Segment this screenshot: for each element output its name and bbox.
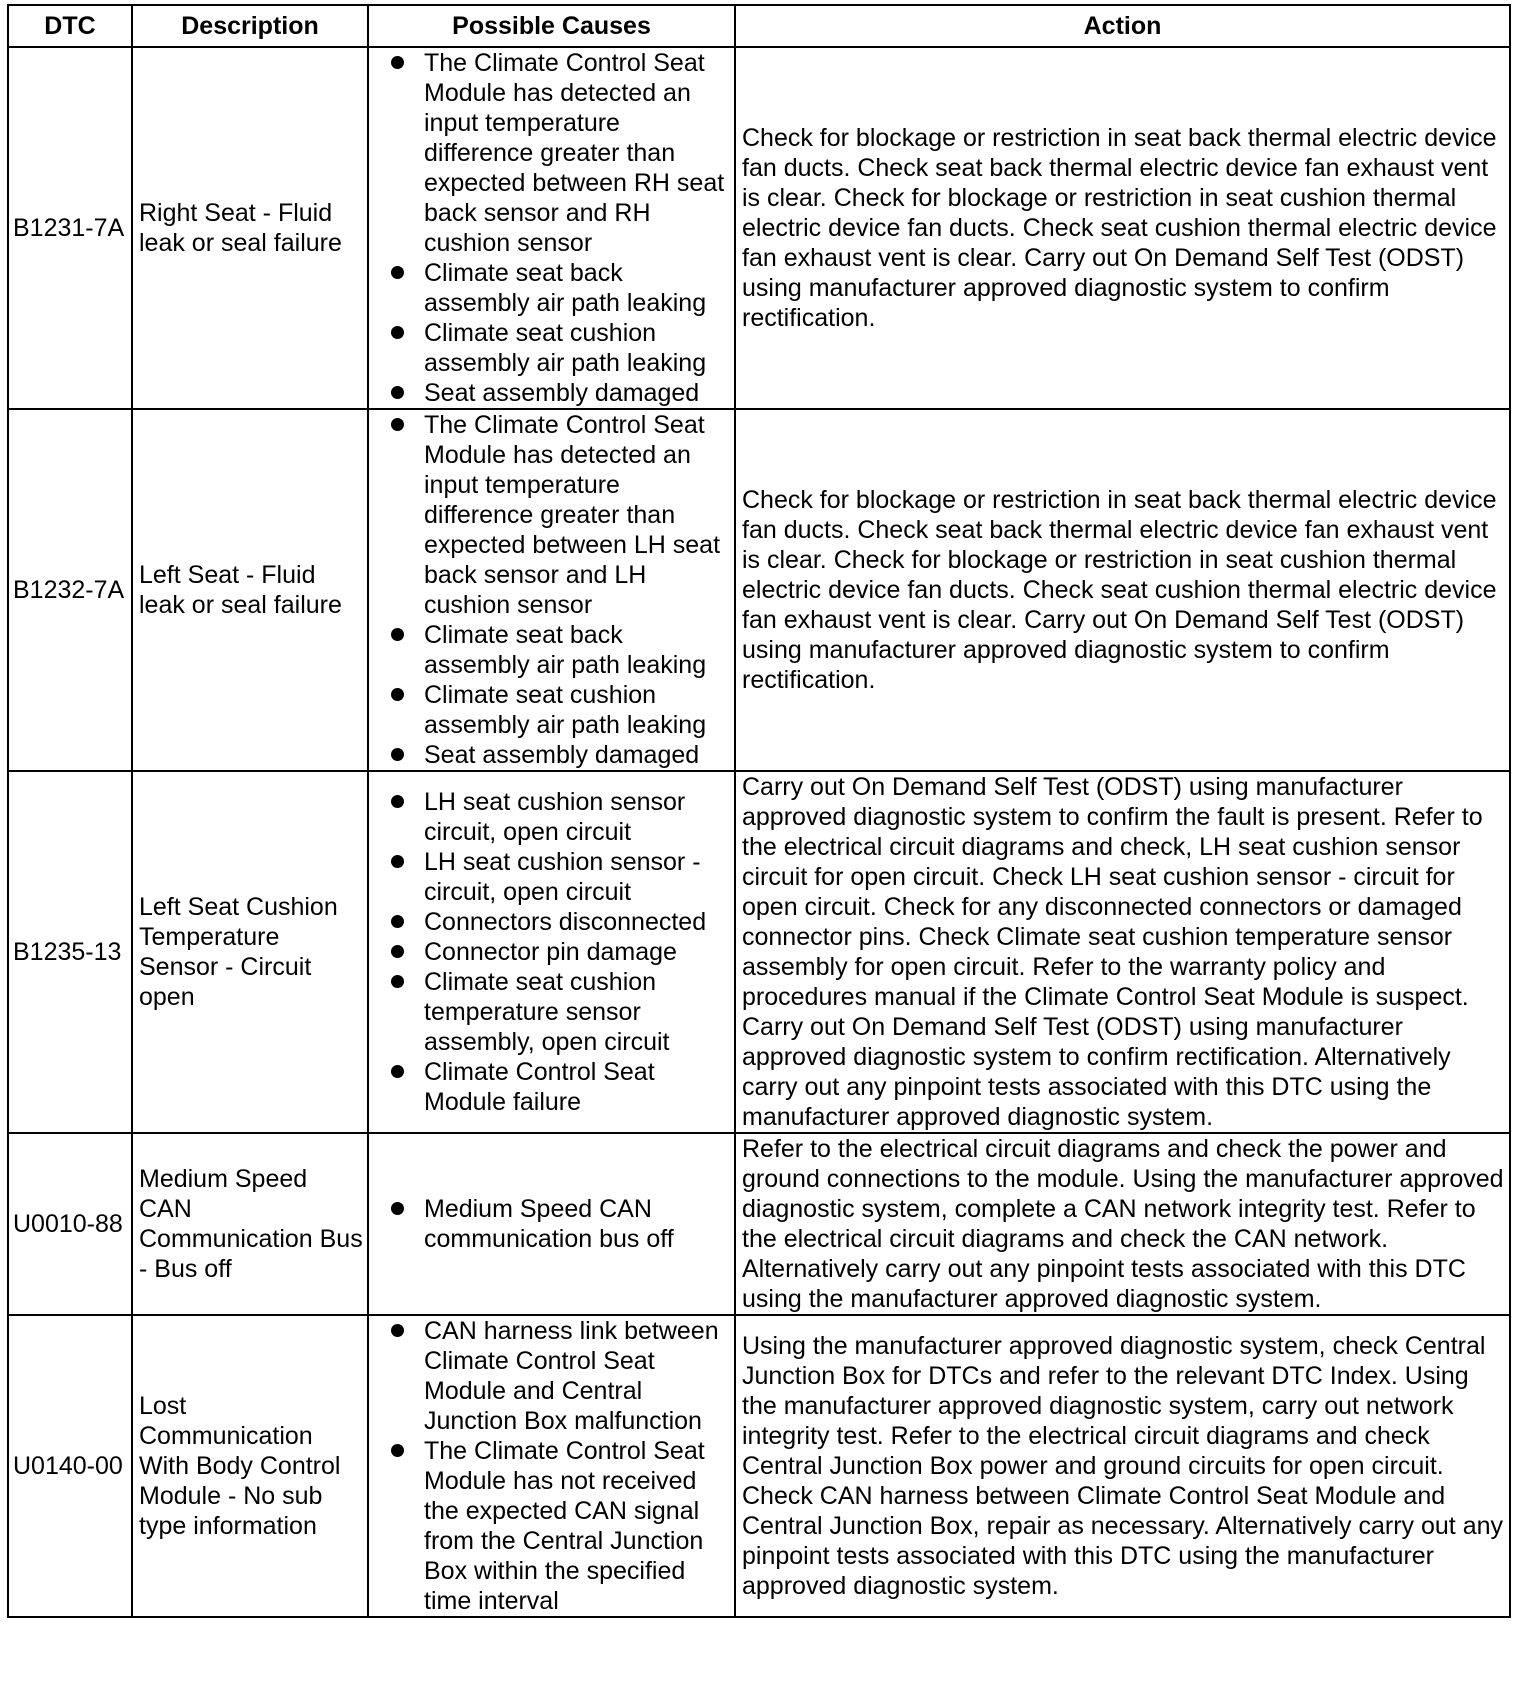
cause-item xyxy=(389,680,730,740)
dtc-description: Left Seat Cushion Temperature Sensor - Circuit open xyxy=(132,771,368,1133)
dtc-code: B1235-13 xyxy=(8,771,132,1133)
cause-item xyxy=(389,1316,730,1436)
cause-text: Medium Speed CAN communication bus off xyxy=(424,1195,674,1253)
bullet-icon xyxy=(391,1324,404,1337)
cause-text: Climate seat back assembly air path leaking xyxy=(424,259,707,317)
bullet-icon xyxy=(391,748,404,761)
bullet-icon xyxy=(391,266,404,279)
cause-list xyxy=(389,48,730,408)
bullet-icon xyxy=(391,855,404,868)
dtc-code: B1231-7A xyxy=(8,47,132,409)
cause-text: Climate seat cushion temperature sensor assembly, open circuit xyxy=(424,968,670,1056)
table-row xyxy=(8,47,1510,409)
bullet-icon xyxy=(391,56,404,69)
table-row xyxy=(8,409,1510,771)
cause-text: Climate seat cushion assembly air path leaking xyxy=(424,319,707,377)
cause-text: Connector pin damage xyxy=(424,938,677,966)
cause-text: The Climate Control Seat Module has detected an input temperature difference greater than expected between LH seat back sensor and LH cushion sensor xyxy=(424,411,721,619)
possible-causes xyxy=(368,771,735,1133)
bullet-icon xyxy=(391,688,404,701)
header-dtc: DTC xyxy=(8,5,132,47)
bullet-icon xyxy=(391,628,404,641)
dtc-action: Carry out On Demand Self Test (ODST) using manufacturer approved diagnostic system to confirm the fault is present. Refer to the electrical circuit diagrams and check, LH seat cushion sensor circuit for open circuit. Check LH seat cushion sensor - circuit for open circuit. Check for any disconnected connectors or damaged connector pins. Check Climate seat cushion temperature sensor assembly for open circuit. Refer to the warranty policy and procedures manual if the Climate Control Seat Module is suspect. Carry out On Demand Self Test (ODST) using manufacturer approved diagnostic system to confirm rectification. Alternatively carry out any pinpoint tests associated with this DTC using the manufacturer approved diagnostic system. xyxy=(735,771,1510,1133)
possible-causes xyxy=(368,1133,735,1315)
dtc-description: Medium Speed CAN Communication Bus - Bus off xyxy=(132,1133,368,1315)
header-row xyxy=(8,5,1510,47)
possible-causes xyxy=(368,47,735,409)
cause-text: The Climate Control Seat Module has not received the expected CAN signal from the Central Junction Box within the specified time interval xyxy=(424,1437,705,1615)
bullet-icon xyxy=(391,1065,404,1078)
dtc-description: Lost Communication With Body Control Module - No sub type information xyxy=(132,1315,368,1617)
dtc-action: Check for blockage or restriction in seat back thermal electric device fan ducts. Check seat back thermal electric device fan exhaust vent is clear. Check for blockage or restriction in seat cushion thermal electric device fan ducts. Check seat cushion thermal electric device fan exhaust vent is clear. Carry out On Demand Self Test (ODST) using manufacturer approved diagnostic system to confirm rectification. xyxy=(735,409,1510,771)
bullet-icon xyxy=(391,326,404,339)
dtc-code: B1232-7A xyxy=(8,409,132,771)
dtc-code: U0140-00 xyxy=(8,1315,132,1617)
cause-item xyxy=(389,937,730,967)
cause-text: Seat assembly damaged xyxy=(424,379,700,407)
cause-item xyxy=(389,847,730,907)
cause-text: Connectors disconnected xyxy=(424,908,707,936)
cause-list xyxy=(389,1316,730,1616)
cause-item xyxy=(389,318,730,378)
bullet-icon xyxy=(391,418,404,431)
cause-item xyxy=(389,1436,730,1616)
cause-item xyxy=(389,258,730,318)
header-description: Description xyxy=(132,5,368,47)
cause-item xyxy=(389,907,730,937)
cause-text: LH seat cushion sensor - circuit, open circuit xyxy=(424,848,701,906)
cause-item xyxy=(389,48,730,258)
table-row xyxy=(8,1133,1510,1315)
cause-text: Climate seat cushion assembly air path leaking xyxy=(424,681,707,739)
dtc-description: Left Seat - Fluid leak or seal failure xyxy=(132,409,368,771)
cause-item xyxy=(389,620,730,680)
cause-list xyxy=(389,1194,730,1254)
cause-item xyxy=(389,1057,730,1117)
cause-text: LH seat cushion sensor circuit, open circuit xyxy=(424,788,686,846)
cause-list xyxy=(389,410,730,770)
cause-item xyxy=(389,787,730,847)
dtc-table xyxy=(7,4,1511,1618)
table-row xyxy=(8,771,1510,1133)
header-action: Action xyxy=(735,5,1510,47)
cause-text: CAN harness link between Climate Control Seat Module and Central Junction Box malfunction xyxy=(424,1317,719,1435)
cause-text: Seat assembly damaged xyxy=(424,741,700,769)
dtc-action: Using the manufacturer approved diagnostic system, check Central Junction Box for DTCs and refer to the relevant DTC Index. Using the manufacturer approved diagnostic system, carry out network integrity test. Refer to the electrical circuit diagrams and check Central Junction Box power and ground circuits for open circuit. Check CAN harness between Climate Control Seat Module and Central Junction Box, repair as necessary. Alternatively carry out any pinpoint tests associated with this DTC using the manufacturer approved diagnostic system. xyxy=(735,1315,1510,1617)
dtc-action: Check for blockage or restriction in seat back thermal electric device fan ducts. Check seat back thermal electric device fan exhaust vent is clear. Check for blockage or restriction in seat cushion thermal electric device fan ducts. Check seat cushion thermal electric device fan exhaust vent is clear. Carry out On Demand Self Test (ODST) using manufacturer approved diagnostic system to confirm rectification. xyxy=(735,47,1510,409)
bullet-icon xyxy=(391,1444,404,1457)
cause-text: The Climate Control Seat Module has detected an input temperature difference greater than expected between RH seat back sensor and RH cushion sensor xyxy=(424,49,725,257)
possible-causes xyxy=(368,1315,735,1617)
table-row xyxy=(8,1315,1510,1617)
cause-item xyxy=(389,740,730,770)
cause-item xyxy=(389,1194,730,1254)
bullet-icon xyxy=(391,795,404,808)
cause-item xyxy=(389,410,730,620)
cause-item xyxy=(389,967,730,1057)
bullet-icon xyxy=(391,915,404,928)
bullet-icon xyxy=(391,975,404,988)
cause-item xyxy=(389,378,730,408)
dtc-action: Refer to the electrical circuit diagrams and check the power and ground connections to the module. Using the manufacturer approved diagnostic system, complete a CAN network integrity test. Refer to the electrical circuit diagrams and check the CAN network. Alternatively carry out any pinpoint tests associated with this DTC using the manufacturer approved diagnostic system. xyxy=(735,1133,1510,1315)
bullet-icon xyxy=(391,1202,404,1215)
dtc-description: Right Seat - Fluid leak or seal failure xyxy=(132,47,368,409)
cause-text: Climate Control Seat Module failure xyxy=(424,1058,655,1116)
possible-causes xyxy=(368,409,735,771)
cause-list xyxy=(389,787,730,1117)
header-possible-causes: Possible Causes xyxy=(368,5,735,47)
dtc-code: U0010-88 xyxy=(8,1133,132,1315)
cause-text: Climate seat back assembly air path leaking xyxy=(424,621,707,679)
bullet-icon xyxy=(391,386,404,399)
bullet-icon xyxy=(391,945,404,958)
